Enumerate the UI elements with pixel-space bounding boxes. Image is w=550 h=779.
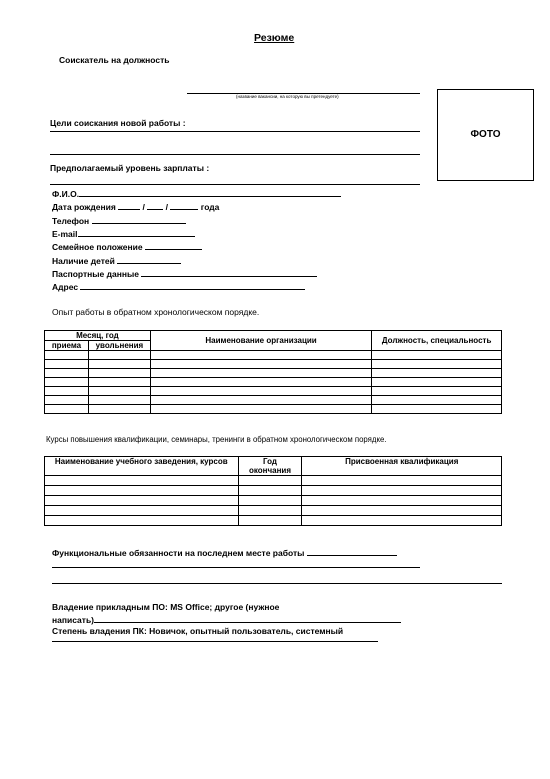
- table-cell[interactable]: [302, 506, 502, 516]
- experience-heading: Опыт работы в обратном хронологическом порядке.: [52, 307, 260, 317]
- personal-phone: Телефон: [52, 214, 186, 226]
- table-cell[interactable]: [45, 516, 239, 526]
- table-cell[interactable]: [150, 405, 371, 414]
- table-row: [45, 476, 502, 486]
- personal-email: E-mail: [52, 227, 195, 239]
- table-row: [45, 486, 502, 496]
- page-title: Резюме: [254, 32, 295, 44]
- col-dismiss: увольнения: [88, 341, 150, 351]
- table-cell[interactable]: [45, 378, 89, 387]
- table-cell[interactable]: [45, 476, 239, 486]
- software-label-2: написать): [52, 613, 401, 625]
- table-cell[interactable]: [150, 396, 371, 405]
- col-year-2: окончания: [238, 466, 302, 476]
- personal-fio: Ф.И.О.: [52, 187, 341, 199]
- courses-heading: Курсы повышения квалификации, семинары, тренинги в обратном хронологическом порядке.: [46, 435, 387, 444]
- table-cell[interactable]: [302, 496, 502, 506]
- table-row: [45, 351, 502, 360]
- table-cell[interactable]: [372, 378, 502, 387]
- goals-line-2: [50, 154, 420, 155]
- pc-skill-line: [52, 641, 378, 642]
- experience-table: [44, 330, 502, 414]
- applicant-label: Соискатель на должность: [59, 55, 170, 65]
- col-position: Должность, специальность: [372, 331, 502, 351]
- personal-family: Семейное положение: [52, 240, 202, 252]
- table-cell[interactable]: [372, 351, 502, 360]
- photo-box: [437, 89, 534, 181]
- table-cell[interactable]: [45, 396, 89, 405]
- applicant-hint: (название вакансии, на которую вы претендуете): [236, 94, 339, 99]
- table-cell[interactable]: [238, 496, 302, 506]
- table-cell[interactable]: [88, 405, 150, 414]
- col-year: Год: [238, 457, 302, 467]
- col-institution: Наименование учебного заведения, курсов: [45, 457, 239, 476]
- col-qualification: Присвоенная квалификация: [302, 457, 502, 476]
- personal-birth: Дата рождения / / года: [52, 202, 220, 212]
- table-cell[interactable]: [372, 396, 502, 405]
- table-row: [45, 506, 502, 516]
- table-cell[interactable]: [88, 351, 150, 360]
- col-org: Наименование организации: [150, 331, 371, 351]
- table-cell[interactable]: [150, 351, 371, 360]
- table-cell[interactable]: [302, 476, 502, 486]
- duties-label: Функциональные обязанности на последнем месте работы: [52, 546, 397, 558]
- table-row: [45, 396, 502, 405]
- table-cell[interactable]: [45, 387, 89, 396]
- table-row: [45, 496, 502, 506]
- table-cell[interactable]: [45, 351, 89, 360]
- personal-address: Адрес: [52, 280, 305, 292]
- photo-label: ФОТО: [470, 129, 501, 140]
- table-cell[interactable]: [372, 369, 502, 378]
- table-cell[interactable]: [238, 486, 302, 496]
- courses-table: [44, 456, 502, 526]
- table-row: [45, 405, 502, 414]
- table-cell[interactable]: [150, 378, 371, 387]
- salary-label: Предполагаемый уровень зарплаты :: [50, 163, 210, 173]
- personal-children: Наличие детей: [52, 254, 181, 266]
- table-cell[interactable]: [302, 516, 502, 526]
- table-cell[interactable]: [88, 378, 150, 387]
- table-cell[interactable]: [45, 369, 89, 378]
- table-cell[interactable]: [150, 387, 371, 396]
- table-cell[interactable]: [150, 360, 371, 369]
- table-cell[interactable]: [88, 369, 150, 378]
- col-month: Месяц, год: [45, 331, 151, 341]
- table-row: [45, 369, 502, 378]
- table-cell[interactable]: [45, 486, 239, 496]
- table-cell[interactable]: [45, 496, 239, 506]
- table-cell[interactable]: [238, 516, 302, 526]
- table-cell[interactable]: [372, 405, 502, 414]
- table-cell[interactable]: [88, 387, 150, 396]
- table-cell[interactable]: [88, 360, 150, 369]
- table-cell[interactable]: [45, 405, 89, 414]
- table-cell[interactable]: [372, 360, 502, 369]
- table-cell[interactable]: [302, 486, 502, 496]
- table-row: [45, 360, 502, 369]
- personal-passport: Паспортные данные: [52, 267, 317, 279]
- table-cell[interactable]: [238, 506, 302, 516]
- pc-skill-label: Степень владения ПК: Новичок, опытный пользователь, системный: [52, 626, 344, 636]
- col-hire: приема: [45, 341, 89, 351]
- duties-line-1: [52, 567, 420, 568]
- table-row: [45, 378, 502, 387]
- goals-label: Цели соискания новой работы :: [50, 118, 186, 128]
- table-cell[interactable]: [372, 387, 502, 396]
- table-cell[interactable]: [150, 369, 371, 378]
- salary-line: [50, 184, 420, 185]
- table-cell[interactable]: [45, 506, 239, 516]
- table-cell[interactable]: [45, 360, 89, 369]
- duties-line-2: [52, 583, 502, 584]
- software-label: Владение прикладным ПО: MS Office; другое (нужное: [52, 602, 280, 612]
- table-cell[interactable]: [88, 396, 150, 405]
- table-row: [45, 516, 502, 526]
- goals-line-1: [50, 131, 420, 132]
- table-cell[interactable]: [238, 476, 302, 486]
- table-row: [45, 387, 502, 396]
